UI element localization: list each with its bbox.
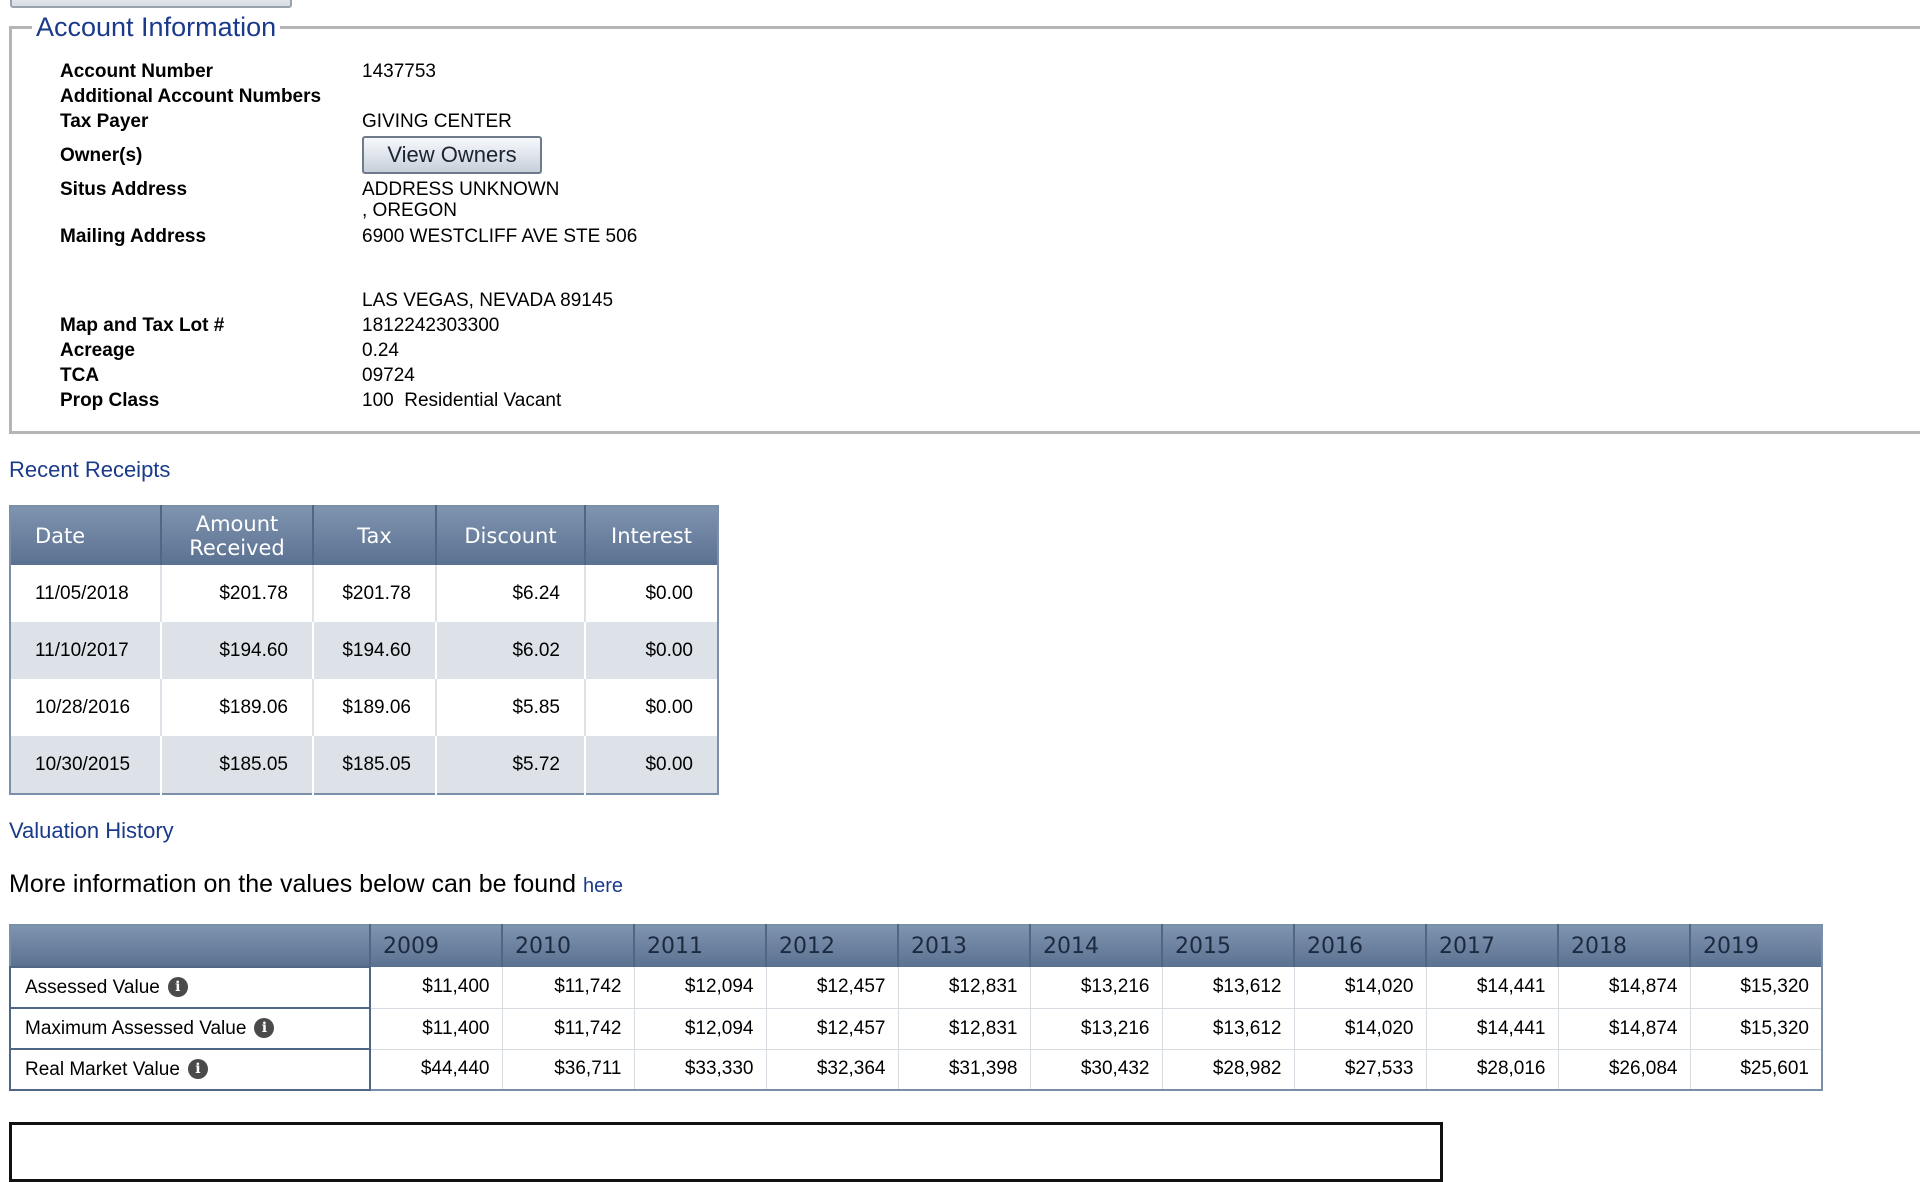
value-cell: $13,216 xyxy=(1030,1008,1162,1049)
tax-payer-value: GIVING CENTER xyxy=(362,111,512,132)
receipt-tax: $201.78 xyxy=(313,565,436,622)
valuation-history-title: Valuation History xyxy=(9,818,174,843)
col-header-discount: Discount xyxy=(436,506,585,565)
value-cell: $14,441 xyxy=(1426,1008,1558,1049)
table-row xyxy=(10,565,718,622)
receipt-discount: $5.72 xyxy=(436,736,585,794)
valuation-info-link[interactable]: here xyxy=(582,875,624,897)
tca-value: 09724 xyxy=(362,365,415,386)
view-owners-button[interactable]: View Owners xyxy=(362,136,542,174)
col-header-label xyxy=(10,925,370,967)
value-cell: $14,874 xyxy=(1558,1008,1690,1049)
table-header-row xyxy=(10,925,1822,967)
info-icon[interactable]: i xyxy=(254,1018,274,1038)
tca-label: TCA xyxy=(60,365,100,386)
table-row xyxy=(10,679,718,736)
value-cell: $13,216 xyxy=(1030,967,1162,1008)
receipt-tax: $194.60 xyxy=(313,622,436,679)
receipt-tax: $185.05 xyxy=(313,736,436,794)
additional-account-numbers-label: Additional Account Numbers xyxy=(60,86,322,107)
map-tax-lot-label: Map and Tax Lot # xyxy=(60,315,225,336)
value-cell: $15,320 xyxy=(1690,967,1822,1008)
value-cell: $12,094 xyxy=(634,1008,766,1049)
col-header-year: 2013 xyxy=(898,925,1030,967)
value-cell: $13,612 xyxy=(1162,967,1294,1008)
value-cell: $11,400 xyxy=(370,967,502,1008)
value-cell: $28,982 xyxy=(1162,1049,1294,1090)
acreage-label: Acreage xyxy=(60,340,135,361)
value-cell: $28,016 xyxy=(1426,1049,1558,1090)
receipt-amount: $201.78 xyxy=(161,565,313,622)
col-header-tax: Tax xyxy=(313,506,436,565)
value-cell: $36,711 xyxy=(502,1049,634,1090)
receipt-interest: $0.00 xyxy=(585,736,718,794)
value-cell: $12,094 xyxy=(634,967,766,1008)
valuation-history-table xyxy=(9,924,1823,1091)
value-cell: $11,742 xyxy=(502,967,634,1008)
value-cell: $33,330 xyxy=(634,1049,766,1090)
col-header-year: 2010 xyxy=(502,925,634,967)
map-tax-lot-value: 1812242303300 xyxy=(362,315,500,336)
receipt-date: 10/28/2016 xyxy=(10,679,161,736)
col-header-year: 2012 xyxy=(766,925,898,967)
receipt-date: 10/30/2015 xyxy=(10,736,161,794)
receipt-amount: $194.60 xyxy=(161,622,313,679)
col-header-date: Date xyxy=(10,506,161,565)
value-cell: $44,440 xyxy=(370,1049,502,1090)
receipt-date: 11/10/2017 xyxy=(10,622,161,679)
value-cell: $12,831 xyxy=(898,967,1030,1008)
col-header-year: 2009 xyxy=(370,925,502,967)
value-cell: $14,874 xyxy=(1558,967,1690,1008)
account-number-value: 1437753 xyxy=(362,61,436,82)
row-label-maximum-assessed-value xyxy=(10,1008,370,1049)
col-header-year: 2011 xyxy=(634,925,766,967)
value-cell: $26,084 xyxy=(1558,1049,1690,1090)
situs-address-line2: , OREGON xyxy=(362,200,458,221)
bottom-content-box xyxy=(9,1122,1443,1182)
table-row xyxy=(10,967,1822,1008)
row-label-text: Maximum Assessed Value xyxy=(25,1017,247,1039)
value-cell: $12,457 xyxy=(766,967,898,1008)
top-tab-button[interactable] xyxy=(10,0,292,8)
value-cell: $15,320 xyxy=(1690,1008,1822,1049)
col-header-amount-received: Amount Received xyxy=(161,506,313,565)
valuation-info-text: More information on the values below can be found xyxy=(9,870,577,898)
col-header-year: 2014 xyxy=(1030,925,1162,967)
value-cell: $14,441 xyxy=(1426,967,1558,1008)
mailing-address-line1: 6900 WESTCLIFF AVE STE 506 xyxy=(362,226,638,247)
valuation-info-line xyxy=(9,870,623,899)
mailing-address-line2: LAS VEGAS, NEVADA 89145 xyxy=(362,290,614,311)
value-cell: $12,457 xyxy=(766,1008,898,1049)
receipt-tax: $189.06 xyxy=(313,679,436,736)
table-row xyxy=(10,736,718,794)
receipt-interest: $0.00 xyxy=(585,622,718,679)
account-information-panel xyxy=(9,14,1920,434)
mailing-address-label: Mailing Address xyxy=(60,226,207,247)
col-header-year: 2015 xyxy=(1162,925,1294,967)
row-label-text: Assessed Value xyxy=(25,976,160,998)
col-header-year: 2016 xyxy=(1294,925,1426,967)
situs-address-label: Situs Address xyxy=(60,179,188,200)
receipt-discount: $6.24 xyxy=(436,565,585,622)
value-cell: $31,398 xyxy=(898,1049,1030,1090)
receipt-discount: $6.02 xyxy=(436,622,585,679)
col-header-year: 2017 xyxy=(1426,925,1558,967)
col-header-year: 2018 xyxy=(1558,925,1690,967)
info-icon[interactable]: i xyxy=(188,1059,208,1079)
receipt-interest: $0.00 xyxy=(645,582,693,604)
value-cell: $32,364 xyxy=(766,1049,898,1090)
value-cell: $11,400 xyxy=(370,1008,502,1049)
row-label-text: Real Market Value xyxy=(25,1058,180,1080)
receipt-amount: $185.05 xyxy=(161,736,313,794)
col-header-interest: Interest xyxy=(585,506,718,565)
value-cell: $14,020 xyxy=(1294,967,1426,1008)
acreage-value: 0.24 xyxy=(362,340,399,361)
table-row xyxy=(10,622,718,679)
value-cell: $13,612 xyxy=(1162,1008,1294,1049)
value-cell: $30,432 xyxy=(1030,1049,1162,1090)
table-row xyxy=(10,1008,1822,1049)
value-cell: $14,020 xyxy=(1294,1008,1426,1049)
account-number-label: Account Number xyxy=(60,61,214,82)
value-cell: $12,831 xyxy=(898,1008,1030,1049)
prop-class-label: Prop Class xyxy=(60,390,160,411)
recent-receipts-table xyxy=(9,505,719,795)
value-cell: $27,533 xyxy=(1294,1049,1426,1090)
recent-receipts-title: Recent Receipts xyxy=(9,457,171,482)
receipt-amount: $189.06 xyxy=(161,679,313,736)
receipt-date: 11/05/2018 xyxy=(10,565,161,622)
situs-address-line1: ADDRESS UNKNOWN xyxy=(362,179,560,200)
value-cell: $25,601 xyxy=(1690,1049,1822,1090)
row-label-real-market-value xyxy=(10,1049,370,1090)
receipt-discount: $5.85 xyxy=(436,679,585,736)
table-row xyxy=(10,1049,1822,1090)
table-header-row xyxy=(10,506,718,565)
value-cell: $11,742 xyxy=(502,1008,634,1049)
col-header-year: 2019 xyxy=(1690,925,1822,967)
owners-label: Owner(s) xyxy=(60,145,143,166)
tax-payer-label: Tax Payer xyxy=(60,111,149,132)
info-icon[interactable]: i xyxy=(168,977,188,997)
receipt-interest: $0.00 xyxy=(645,696,693,718)
row-label-assessed-value xyxy=(10,967,370,1008)
prop-class-value: 100 Residential Vacant xyxy=(362,390,562,411)
account-information-legend: Account Information xyxy=(36,12,277,42)
